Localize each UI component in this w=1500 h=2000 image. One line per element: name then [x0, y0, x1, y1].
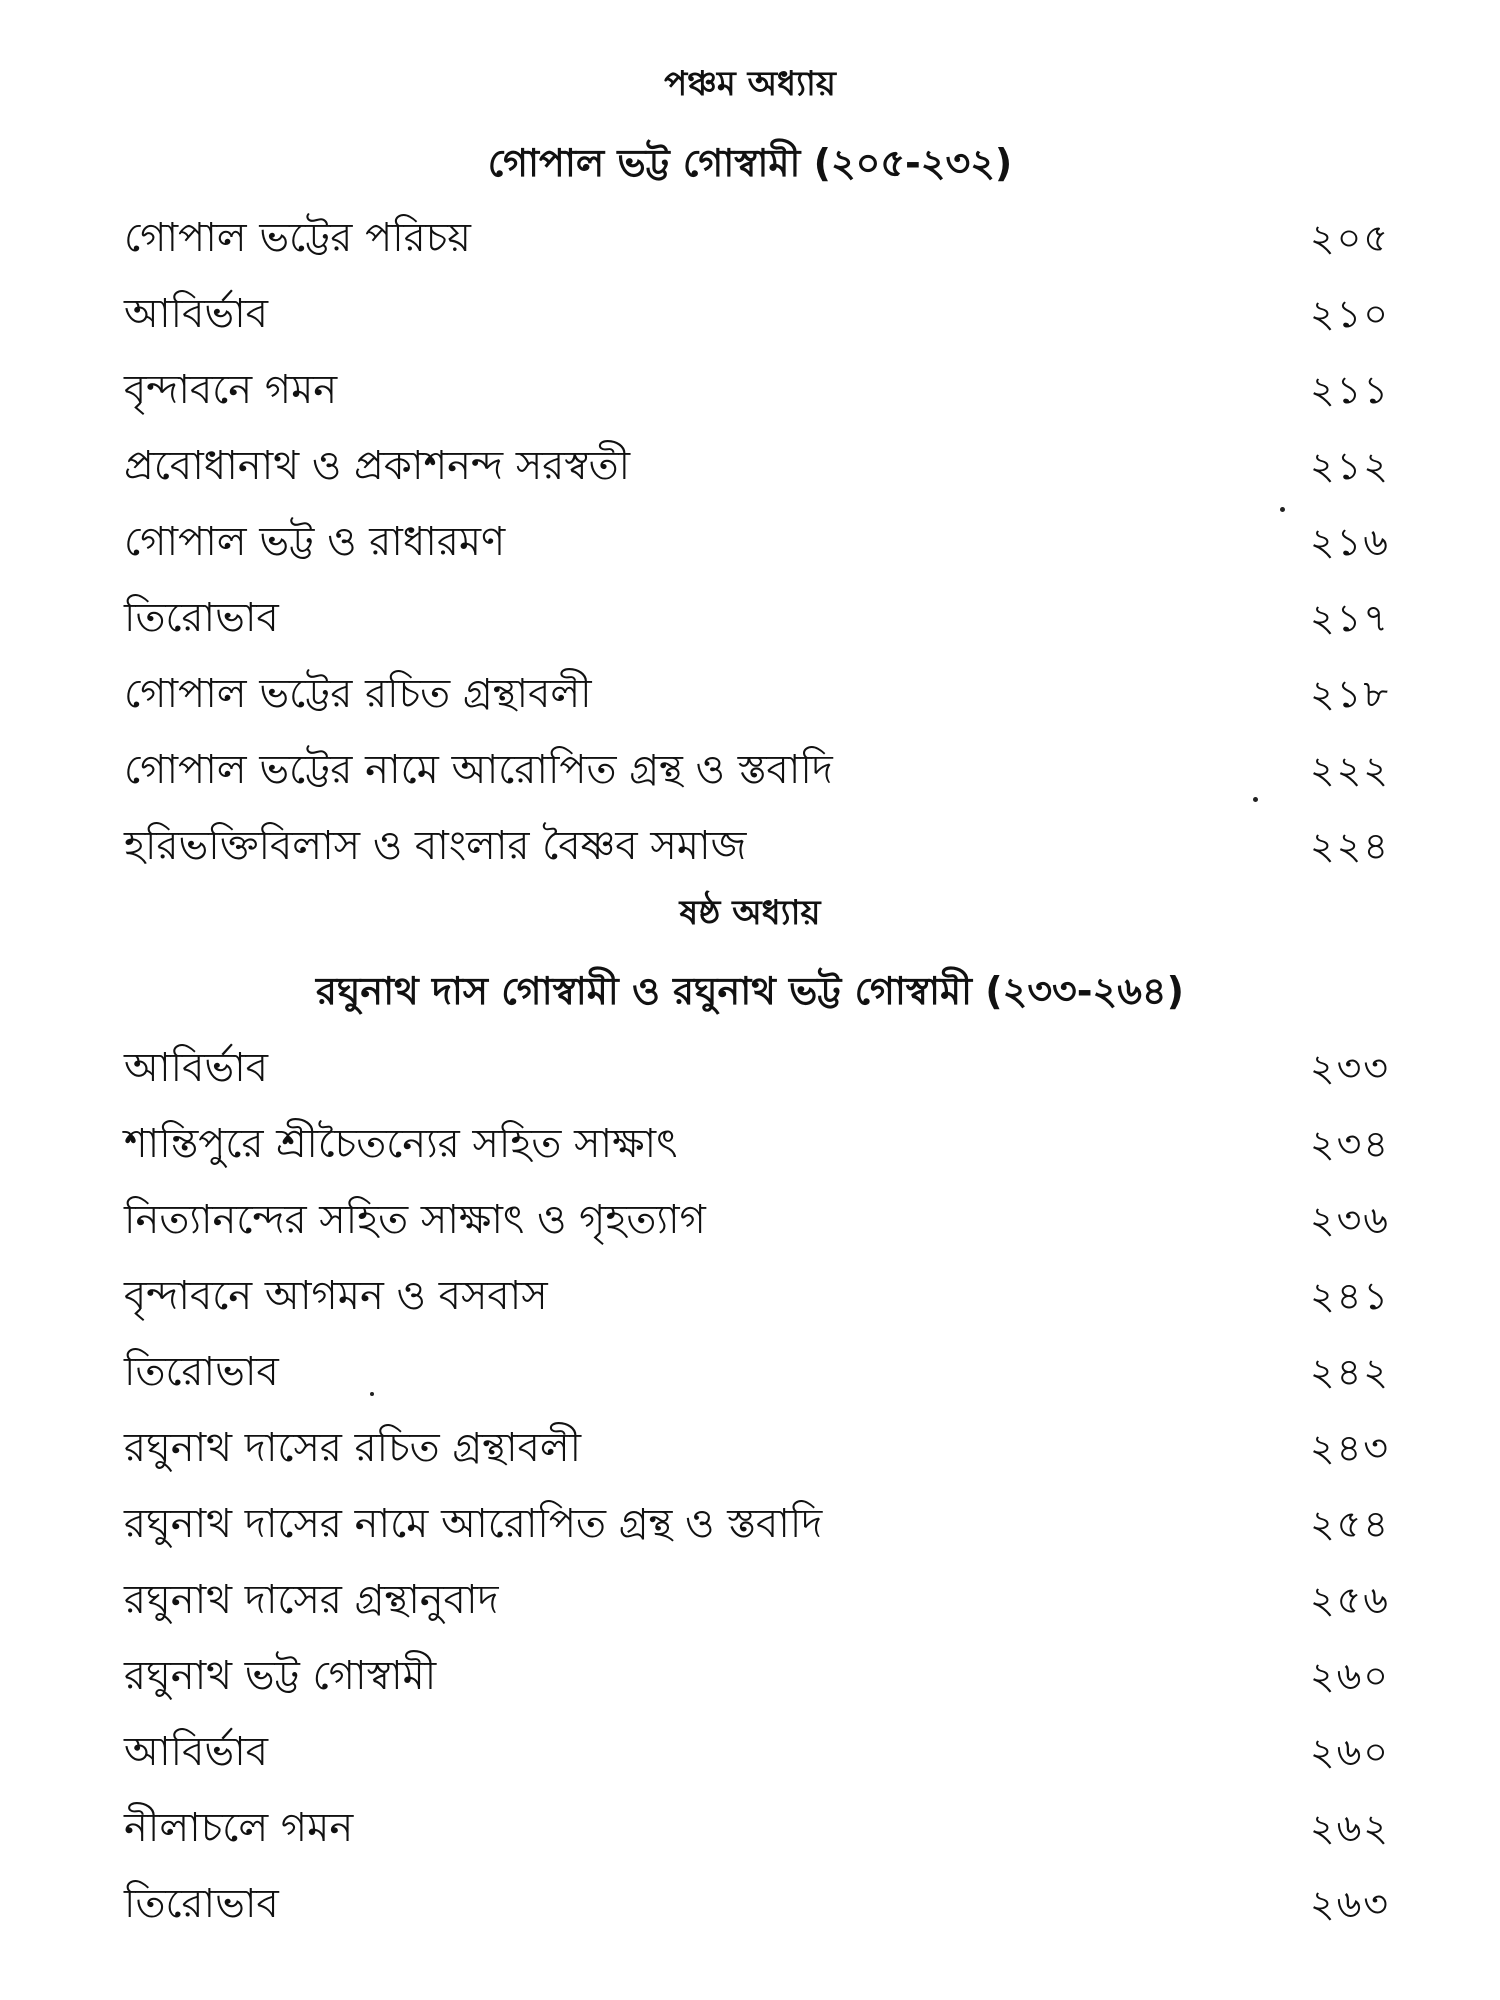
- toc-entry: [0, 808, 1500, 884]
- toc-entry: [0, 1258, 1500, 1334]
- toc-entry: [0, 504, 1500, 580]
- toc-entry-page: ২২২: [1309, 748, 1390, 792]
- toc-entry: [0, 1334, 1500, 1410]
- toc-entry-title: বৃন্দাবনে আগমন ও বসবাস: [124, 1273, 548, 1319]
- toc-entry: [0, 580, 1500, 656]
- toc-entry: [0, 1182, 1500, 1258]
- toc-entry-page: ২৩৩: [1309, 1046, 1390, 1090]
- toc-entry: [0, 276, 1500, 352]
- toc-entry-title: তিরোভাব: [124, 1349, 279, 1395]
- toc-entry-page: ২১২: [1309, 444, 1390, 488]
- toc-entry-title: রঘুনাথ দাসের গ্রন্থানুবাদ: [124, 1577, 499, 1623]
- toc-entry-title: তিরোভাব: [124, 1881, 279, 1927]
- toc-entry-title: আবির্ভাব: [124, 291, 269, 337]
- toc-entry-title: আবির্ভাব: [124, 1729, 269, 1775]
- chapter-6-label: ষষ্ঠ অধ্যায়: [679, 893, 821, 933]
- toc-entry: [0, 428, 1500, 504]
- toc-entry-page: ২১১: [1309, 368, 1390, 412]
- toc-entry: [0, 1638, 1500, 1714]
- toc-entry-title: শান্তিপুরে শ্রীচৈতন্যের সহিত সাক্ষাৎ: [124, 1121, 678, 1167]
- toc-entry: [0, 200, 1500, 276]
- toc-entry-page: ২১৬: [1309, 520, 1390, 564]
- toc-entry: [0, 1866, 1500, 1942]
- toc-entry-title: রঘুনাথ দাসের নামে আরোপিত গ্রন্থ ও স্তবাদি: [124, 1501, 823, 1547]
- toc-entry-title: গোপাল ভট্ট ও রাধারমণ: [124, 519, 506, 565]
- toc-entry: [0, 1030, 1500, 1106]
- print-speck: [1280, 507, 1285, 512]
- toc-entry-title: বৃন্দাবনে গমন: [124, 367, 338, 413]
- toc-entry-page: ২৫৪: [1309, 1502, 1390, 1546]
- toc-entry-title: হরিভক্তিবিলাস ও বাংলার বৈষ্ণব সমাজ: [124, 823, 747, 869]
- toc-entry-page: ২৪৩: [1309, 1426, 1390, 1470]
- toc-entry-page: ২৬৩: [1309, 1882, 1390, 1926]
- print-speck: [1253, 797, 1258, 802]
- chapter-6-entries: [0, 1030, 1500, 1942]
- toc-entry: [0, 732, 1500, 808]
- toc-entry-title: গোপাল ভট্টের পরিচয়: [124, 215, 471, 261]
- toc-entry: [0, 1486, 1500, 1562]
- toc-entry: [0, 1714, 1500, 1790]
- chapter-5-title: গোপাল ভট্ট গোস্বামী (২০৫-২৩২): [487, 141, 1013, 185]
- toc-entry-title: রঘুনাথ দাসের রচিত গ্রন্থাবলী: [124, 1425, 582, 1471]
- toc-entry: [0, 656, 1500, 732]
- toc-entry: [0, 1562, 1500, 1638]
- chapter-5-label: পঞ্চম অধ্যায়: [664, 64, 836, 104]
- toc-entry-page: ২৩৪: [1309, 1122, 1390, 1166]
- toc-entry-page: ২৬২: [1309, 1806, 1390, 1850]
- toc-entry-page: ২৪১: [1309, 1274, 1390, 1318]
- print-speck: [370, 1392, 374, 1396]
- toc-entry-page: ২২৪: [1309, 824, 1390, 868]
- toc-entry-title: রঘুনাথ ভট্ট গোস্বামী: [124, 1653, 437, 1699]
- toc-entry-page: ২৩৬: [1309, 1198, 1390, 1242]
- toc-entry-title: আবির্ভাব: [124, 1045, 269, 1091]
- toc-entry-page: ২০৫: [1309, 216, 1390, 260]
- toc-entry: [0, 1106, 1500, 1182]
- toc-entry-page: ২১৭: [1309, 596, 1390, 640]
- toc-entry-page: ২৫৬: [1309, 1578, 1390, 1622]
- toc-entry-title: গোপাল ভট্টের নামে আরোপিত গ্রন্থ ও স্তবাদি: [124, 747, 833, 793]
- toc-entry: [0, 352, 1500, 428]
- toc-entry-title: গোপাল ভট্টের রচিত গ্রন্থাবলী: [124, 671, 592, 717]
- chapter-5-entries: [0, 200, 1500, 884]
- toc-entry-page: ২৬০: [1309, 1730, 1390, 1774]
- toc-entry-page: ২১৮: [1309, 672, 1390, 716]
- toc-entry: [0, 1790, 1500, 1866]
- toc-entry-page: ২১০: [1309, 292, 1390, 336]
- chapter-6-title: রঘুনাথ দাস গোস্বামী ও রঘুনাথ ভট্ট গোস্বামী (২৩৩-২৬৪): [316, 969, 1184, 1013]
- toc-entry-page: ২৬০: [1309, 1654, 1390, 1698]
- toc-entry-title: নিত্যানন্দের সহিত সাক্ষাৎ ও গৃহত্যাগ: [124, 1197, 706, 1243]
- toc-entry-page: ২৪২: [1309, 1350, 1390, 1394]
- toc-entry-title: তিরোভাব: [124, 595, 279, 641]
- toc-entry-title: নীলাচলে গমন: [124, 1805, 354, 1851]
- toc-entry: [0, 1410, 1500, 1486]
- toc-entry-title: প্রবোধানাথ ও প্রকাশনন্দ সরস্বতী: [124, 443, 631, 489]
